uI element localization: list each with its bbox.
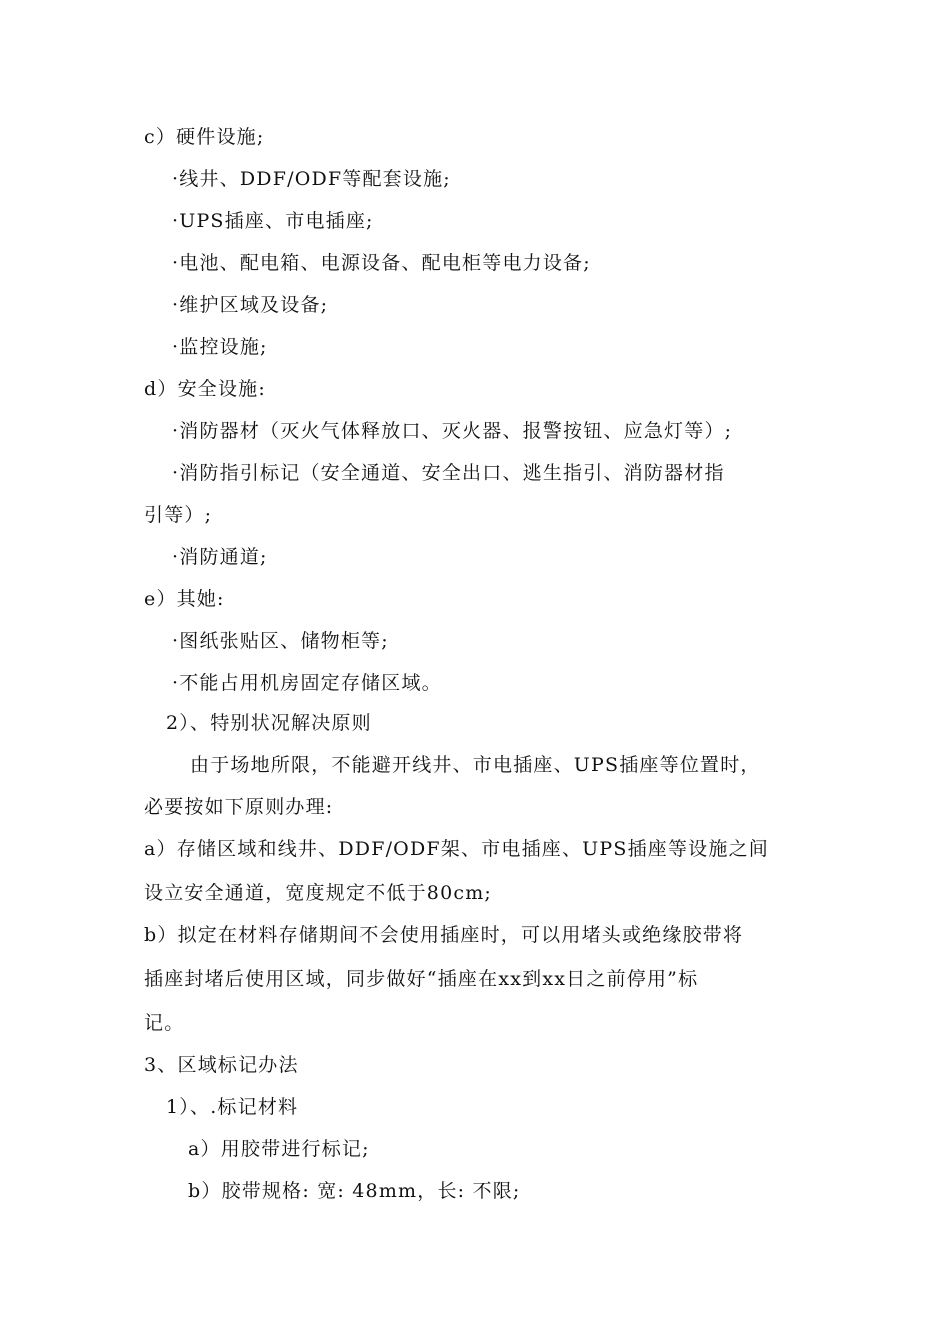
text-line: ·图纸张贴区、储物柜等; xyxy=(172,630,389,652)
text-line: a）存储区域和线井、DDF/ODF架、市电插座、UPS插座等设施之间 xyxy=(144,838,769,860)
text-line: c）硬件设施; xyxy=(144,126,265,148)
text-line: ·线井、DDF/ODF等配套设施; xyxy=(172,168,451,190)
text-line: 设立安全通道，宽度规定不低于80cm; xyxy=(144,882,493,904)
text-line: 由于场地所限，不能避开线井、市电插座、UPS插座等位置时， xyxy=(190,754,761,776)
text-line: d）安全设施: xyxy=(144,378,266,400)
text-line: ·消防通道; xyxy=(172,546,268,568)
text-line: 插座封堵后使用区域，同步做好“插座在xx到xx日之前停用”标 xyxy=(144,968,699,990)
text-line: b）胶带规格: 宽: 48mm，长: 不限; xyxy=(188,1180,521,1202)
section-heading: 2）、特别状况解决原则 xyxy=(166,712,372,734)
text-line: e）其她: xyxy=(144,588,225,610)
text-line: ·维护区域及设备; xyxy=(172,294,329,316)
text-line: ·电池、配电箱、电源设备、配电柜等电力设备; xyxy=(172,252,591,274)
text-line: ·监控设施; xyxy=(172,336,268,358)
text-line: ·消防指引标记（安全通道、安全出口、逃生指引、消防器材指 xyxy=(172,462,725,484)
text-line: 引等）; xyxy=(144,504,213,526)
text-line: ·不能占用机房固定存储区域。 xyxy=(172,672,442,694)
section-heading: 3、区域标记办法 xyxy=(144,1054,299,1076)
text-line: a）用胶带进行标记; xyxy=(188,1138,370,1160)
text-line: 必要按如下原则办理: xyxy=(144,796,334,818)
text-line: 记。 xyxy=(144,1012,185,1034)
text-line: ·消防器材（灭火气体释放口、灭火器、报警按钮、应急灯等）; xyxy=(172,420,733,442)
text-line: b）拟定在材料存储期间不会使用插座时，可以用堵头或绝缘胶带将 xyxy=(144,924,744,946)
subsection-heading: 1）、.标记材料 xyxy=(166,1096,299,1118)
text-line: ·UPS插座、市电插座; xyxy=(172,210,374,232)
